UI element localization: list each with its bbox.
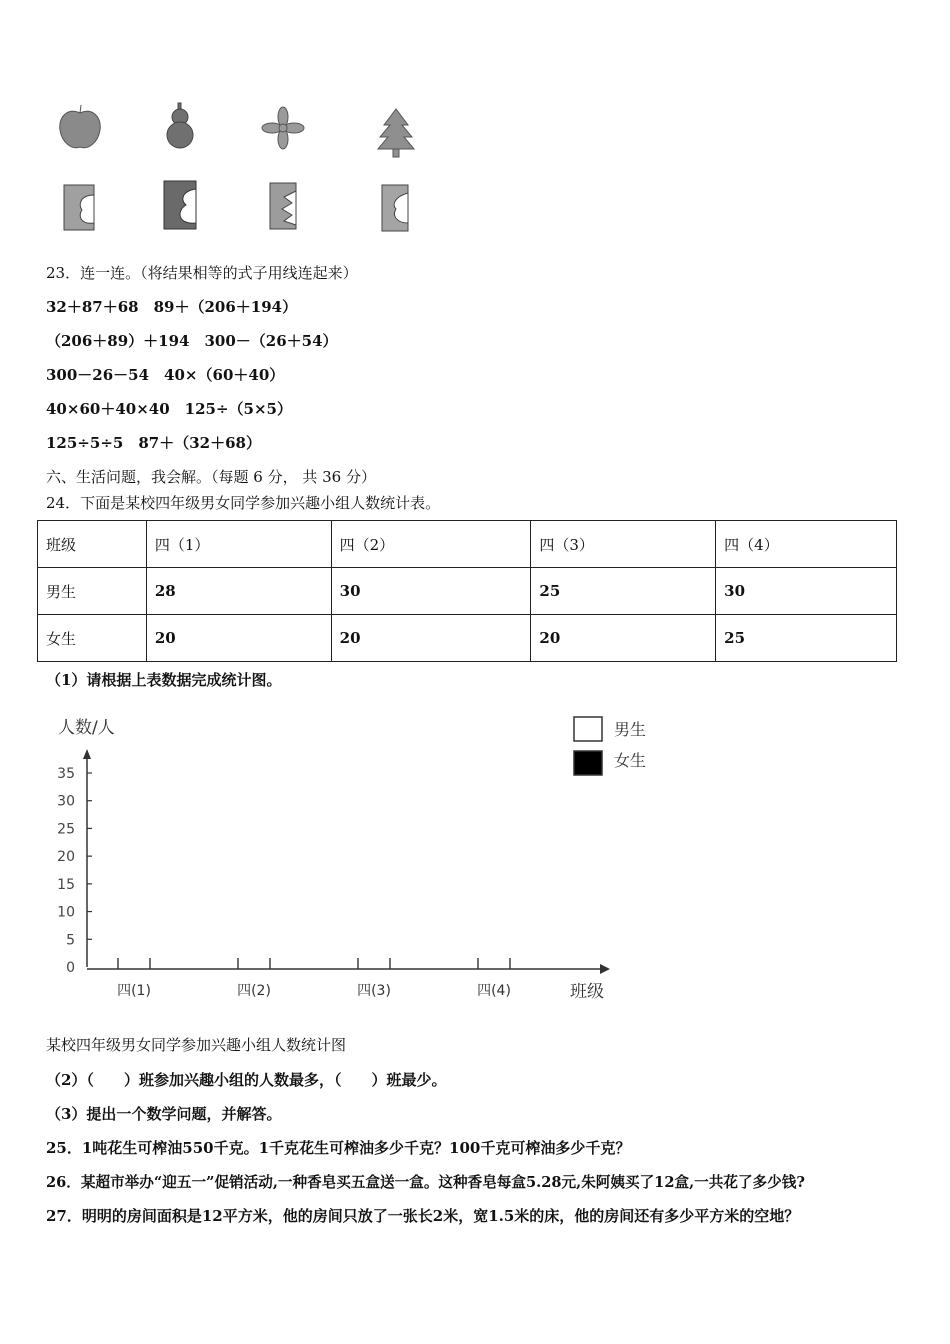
table-cell: 女生 — [38, 615, 147, 662]
shape-figures — [50, 95, 430, 245]
y-axis-label: 人数/人 — [58, 718, 115, 738]
q23-row-4: 40×60＋40×40 125÷（5×5） — [46, 400, 292, 418]
table-cell: 30 — [331, 568, 531, 615]
x-axis-arrow — [600, 964, 610, 974]
table-cell: 20 — [531, 615, 716, 662]
q24-part1: （1）请根据上表数据完成统计图。 — [46, 671, 282, 689]
legend-swatch-girls — [574, 751, 602, 775]
q23-row-5: 125÷5÷5 87＋（32＋68） — [46, 434, 261, 452]
table-header-cell: 四（1） — [146, 521, 331, 568]
apple-shape-icon — [60, 105, 101, 148]
chart-caption: 某校四年级男女同学参加兴趣小组人数统计图 — [46, 1036, 347, 1054]
bar-chart — [50, 705, 647, 1005]
table-header-cell: 四（3） — [531, 521, 716, 568]
legend-label-boys: 男生 — [614, 720, 647, 739]
cutout-tree-icon — [382, 185, 408, 231]
q23-row-2: （206＋89）＋194 300－（26＋54） — [46, 332, 338, 350]
y-tick-label: 30 — [57, 793, 75, 810]
table-cell: 男生 — [38, 568, 147, 615]
tree-shape-icon — [378, 109, 414, 157]
table-row — [38, 615, 897, 662]
x-category-label: 四(3) — [357, 983, 391, 999]
x-category-label: 四(4) — [477, 983, 511, 999]
gourd-shape-icon — [167, 103, 193, 148]
table-header-cell: 班级 — [38, 521, 147, 568]
x-category-label: 四(2) — [237, 983, 271, 999]
table-cell: 25 — [716, 615, 897, 662]
table-cell: 25 — [531, 568, 716, 615]
y-tick-label: 5 — [66, 932, 75, 949]
q24-part2: （2）（ ）班参加兴趣小组的人数最多，（ ）班最少。 — [46, 1071, 447, 1089]
q23-row-1: 32＋87＋68 89＋（206＋194） — [46, 298, 298, 316]
q24-part3: （3）提出一个数学问题，并解答。 — [46, 1105, 282, 1123]
table-cell: 20 — [146, 615, 331, 662]
y-tick-label: 20 — [57, 849, 75, 866]
q25-text: 25．1吨花生可榨油550千克。1千克花生可榨油多少千克？100千克可榨油多少千克？ — [46, 1139, 631, 1157]
q23-row-3: 300－26－54 40×（60＋40） — [46, 366, 285, 384]
section6-title: 六、生活问题，我会解。（每题 6 分， 共 36 分） — [46, 468, 376, 486]
legend-swatch-boys — [574, 717, 602, 741]
table-header-cell: 四（2） — [331, 521, 531, 568]
q26-text: 26．某超市举办“迎五一”促销活动,一种香皂买五盒送一盒。这种香皂每盒5.28元,朱阿姨买了12盒,一共花了多少钱? — [46, 1174, 805, 1191]
legend-label-girls: 女生 — [614, 751, 647, 770]
y-tick-label: 15 — [57, 876, 75, 893]
flower-shape-icon — [262, 107, 304, 149]
y-tick-label: 0 — [66, 960, 75, 976]
table-cell: 28 — [146, 568, 331, 615]
cutout-gourd-icon — [164, 181, 196, 229]
x-axis-label: 班级 — [570, 982, 604, 1002]
q24-title: 24．下面是某校四年级男女同学参加兴趣小组人数统计表。 — [46, 494, 441, 512]
table-row — [38, 568, 897, 615]
chart-legend — [574, 717, 646, 775]
table-header-row — [38, 521, 897, 568]
q23-title: 23．连一连。（将结果相等的式子用线连起来） — [46, 264, 358, 282]
cutout-flower-icon — [270, 183, 296, 229]
table-header-cell: 四（4） — [716, 521, 897, 568]
table-cell: 30 — [716, 568, 897, 615]
x-category-label: 四(1) — [117, 983, 151, 999]
q27-text: 27．明明的房间面积是12平方米，他的房间只放了一张长2米，宽1.5米的床，他的房间还有多少平方米的空地？ — [46, 1207, 800, 1225]
table-cell: 20 — [331, 615, 531, 662]
y-axis-arrow — [83, 749, 91, 759]
y-tick-label: 10 — [57, 904, 75, 921]
y-tick-label: 35 — [57, 766, 75, 782]
y-tick-label: 25 — [57, 821, 75, 838]
stats-table — [37, 520, 897, 662]
cutout-apple-icon — [64, 185, 94, 230]
